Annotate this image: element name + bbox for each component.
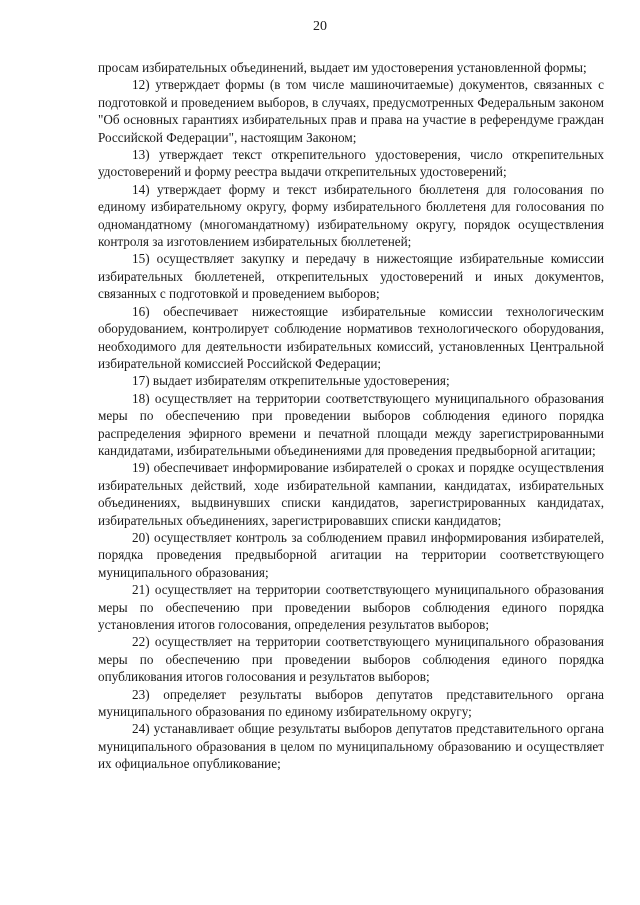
paragraph-item-21: 21) осуществляет на территории соответствующего муниципального образования меры по обеспечению при проведении выборов соблюдения единого порядка установления итогов голосования, определения результатов выборов; [98, 582, 604, 632]
paragraph-continued: просам избирательных объединений, выдает им удостоверения установленной формы; [98, 60, 587, 75]
paragraph-item-18: 18) осуществляет на территории соответствующего муниципального образования меры по обеспечению при проведении выборов соблюдения единого порядка распределения эфирного времени и печатной площади между зарегистрированными кандидатами, избирательными объединениями для проведения предвыборной агитации; [98, 390, 604, 458]
paragraph-item-17: 17) выдает избирателям открепительные удостоверения; [132, 373, 450, 389]
paragraph-item-24: 24) устанавливает общие результаты выборов депутатов представительного органа муниципального образования в целом по муниципальному образованию и осуществляет их официальное опубликование; [98, 721, 604, 772]
paragraph-item-22: 22) осуществляет на территории соответствующего муниципального образования меры по обеспечению при проведении выборов соблюдения единого порядка опубликования итогов голосования и результатов выборов; [98, 634, 604, 685]
page-number: 20 [313, 19, 327, 34]
paragraph-item-20: 20) осуществляет контроль за соблюдением правил информирования избирателей, порядка проведения предвыборной агитации на территории соответствующего муниципального образования; [98, 529, 604, 580]
paragraph-item-12: 12) утверждает формы (в том числе машиночитаемые) документов, связанных с подготовкой и проведением выборов, в случаях, предусмотренных Федеральным законом "Об основных гарантиях избирательных прав и права на участие в референдуме граждан Российской Федерации", настоящим Законом; [98, 77, 604, 145]
paragraph-item-16: 16) обеспечивает нижестоящие избирательные комиссии технологическим оборудованием, контролирует соблюдение нормативов технологического оборудования, необходимого для деятельности избирательных комиссий, установленных Центральной избирательной комиссией Российской Федерации; [98, 303, 604, 371]
document-body [98, 59, 604, 773]
paragraph-item-14: 14) утверждает форму и текст избирательного бюллетеня для голосования по единому избирательному округу, форму избирательного бюллетеня для голосования по одномандатному (многомандатному) избирательному округу, порядок осуществления контроля за изготовлением избирательных бюллетеней; [98, 181, 604, 250]
paragraph-item-19: 19) обеспечивает информирование избирателей о сроках и порядке осуществления избирательных действий, ходе избирательной кампании, кандидатах, избирательных объединениях, выдвинувших списки кандидатов, зарегистрированных кандидатах, избирательных объединениях, зарегистрировавших списки кандидатов; [98, 460, 604, 528]
paragraph-item-13: 13) утверждает текст открепительного удостоверения, число открепительных удостоверений и форму реестра выдачи открепительных удостоверений; [98, 147, 604, 180]
paragraph-item-23: 23) определяет результаты выборов депутатов представительного органа муниципального образования по единому избирательному округу; [98, 686, 604, 720]
paragraph-item-15: 15) осуществляет закупку и передачу в нижестоящие избирательные комиссии избирательных бюллетеней, открепительных удостоверений и иных документов, связанных с подготовкой и проведением выборов; [98, 251, 604, 302]
